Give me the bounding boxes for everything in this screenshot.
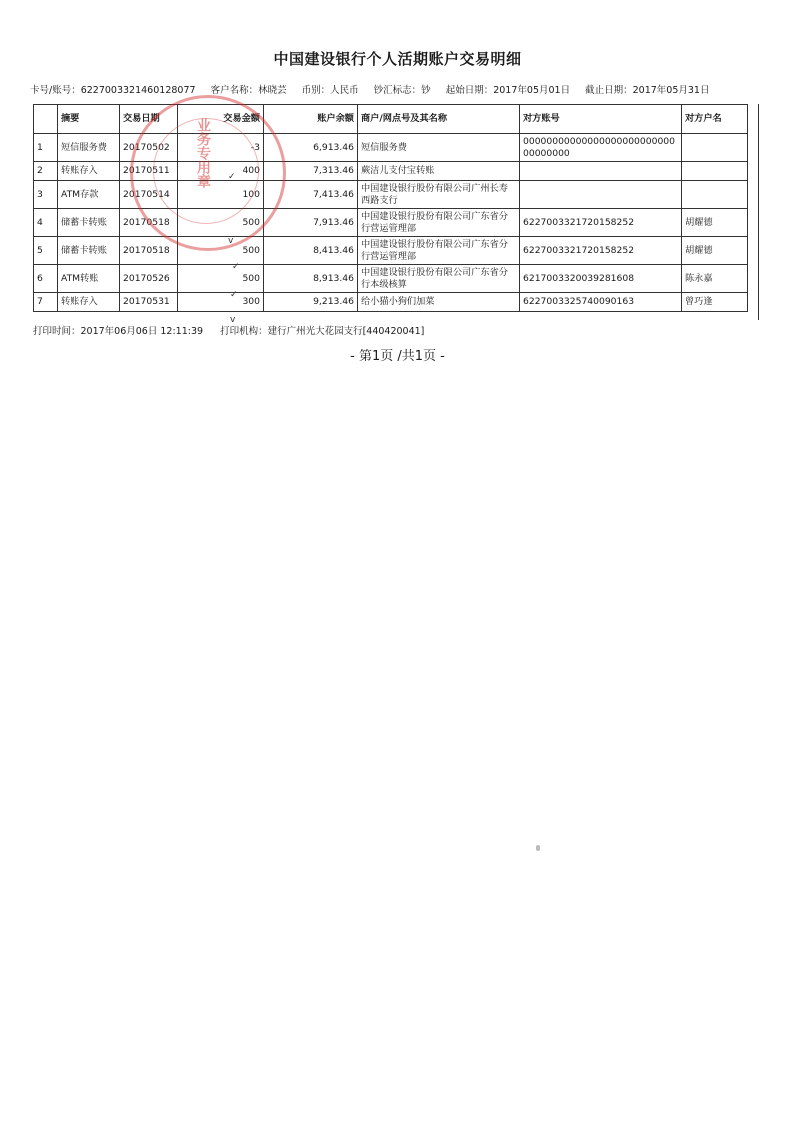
- row-summary: ATM转账: [58, 265, 120, 293]
- row-amount: -3: [178, 134, 264, 162]
- row-amount: 400: [178, 162, 264, 181]
- row-no: 5: [34, 237, 58, 265]
- row-cp-name: 胡耀德: [682, 237, 748, 265]
- row-date: 20170518: [120, 209, 178, 237]
- print-time: 打印时间：2017年06月06日 12:11:39: [33, 326, 204, 337]
- row-no: 3: [34, 181, 58, 209]
- row-balance: 8,913.46: [264, 265, 358, 293]
- row-merchant: 中国建设银行股份有限公司广东省分行本级核算: [358, 265, 520, 293]
- start-date: 起始日期：2017年05月01日: [445, 85, 571, 96]
- row-cp-name: [682, 181, 748, 209]
- row-cp-account: 6227003325740090163: [520, 293, 682, 312]
- row-merchant: 短信服务费: [358, 134, 520, 162]
- row-cp-account: 0000000000000000000000000000000000: [520, 134, 682, 162]
- row-no: 2: [34, 162, 58, 181]
- header-no: [34, 105, 58, 134]
- account-number: 卡号/账号：6227003321460128077: [30, 85, 196, 96]
- row-summary: ATM存款: [58, 181, 120, 209]
- table-row: [34, 134, 748, 162]
- row-merchant: 中国建设银行股份有限公司广州长寿西路支行: [358, 181, 520, 209]
- row-no: 6: [34, 265, 58, 293]
- row-merchant: 中国建设银行股份有限公司广东省分行营运管理部: [358, 237, 520, 265]
- row-cp-name: 胡耀德: [682, 209, 748, 237]
- row-date: 20170531: [120, 293, 178, 312]
- row-cp-account: [520, 181, 682, 209]
- check-mark-icon: v: [228, 236, 234, 246]
- table-row: [34, 237, 748, 265]
- account-info-line: [30, 82, 770, 96]
- table-row: [34, 265, 748, 293]
- row-cp-name: 陈永嘉: [682, 265, 748, 293]
- row-merchant: 蕨洁儿支付宝转账: [358, 162, 520, 181]
- row-cp-name: [682, 134, 748, 162]
- print-info: [33, 323, 438, 337]
- row-date: 20170514: [120, 181, 178, 209]
- transaction-table: [33, 104, 748, 312]
- table-row: [34, 162, 748, 181]
- header-date: 交易日期: [120, 105, 178, 134]
- currency: 币别：人民币: [301, 85, 359, 96]
- check-mark-icon: ✓: [228, 172, 236, 182]
- header-cp-account: 对方账号: [520, 105, 682, 134]
- row-balance: 6,913.46: [264, 134, 358, 162]
- document-title: 中国建设银行个人活期账户交易明细: [273, 50, 522, 68]
- row-amount: 100: [178, 181, 264, 209]
- row-date: 20170511: [120, 162, 178, 181]
- check-mark-icon: ✓: [230, 290, 238, 300]
- row-merchant: 中国建设银行股份有限公司广东省分行营运管理部: [358, 209, 520, 237]
- end-date: 截止日期：2017年05月31日: [585, 85, 710, 96]
- row-balance: 7,413.46: [264, 181, 358, 209]
- row-no: 1: [34, 134, 58, 162]
- header-balance: 账户余额: [264, 105, 358, 134]
- customer-name: 客户名称：林晓芸: [210, 85, 287, 96]
- row-amount: 500: [178, 209, 264, 237]
- row-amount: 500: [178, 237, 264, 265]
- table-row: [34, 293, 748, 312]
- row-summary: 短信服务费: [58, 134, 120, 162]
- row-cp-account: 6227003321720158252: [520, 209, 682, 237]
- row-date: 20170526: [120, 265, 178, 293]
- row-summary: 转账存入: [58, 293, 120, 312]
- row-date: 20170502: [120, 134, 178, 162]
- row-cp-account: 6227003321720158252: [520, 237, 682, 265]
- row-cp-account: [520, 162, 682, 181]
- header-merchant: 商户/网点号及其名称: [358, 105, 520, 134]
- row-summary: 储蓄卡转账: [58, 209, 120, 237]
- row-balance: 8,413.46: [264, 237, 358, 265]
- table-row: [34, 209, 748, 237]
- row-date: 20170518: [120, 237, 178, 265]
- row-no: 7: [34, 293, 58, 312]
- table-right-border: [758, 104, 759, 320]
- row-balance: 9,213.46: [264, 293, 358, 312]
- row-balance: 7,313.46: [264, 162, 358, 181]
- check-mark-icon: ✓: [232, 262, 240, 272]
- row-summary: 储蓄卡转账: [58, 237, 120, 265]
- row-summary: 转账存入: [58, 162, 120, 181]
- row-merchant: 给小猫小狗们加菜: [358, 293, 520, 312]
- row-cp-name: 曾巧逢: [682, 293, 748, 312]
- cash-flag: 钞汇标志：钞: [373, 85, 431, 96]
- header-cp-name: 对方户名: [682, 105, 748, 134]
- check-mark-icon: v: [230, 315, 236, 325]
- table-header-row: [34, 105, 748, 134]
- row-balance: 7,913.46: [264, 209, 358, 237]
- table-row: [34, 181, 748, 209]
- print-organization: 打印机构：建行广州光大花园支行[440420041]: [220, 326, 425, 337]
- header-amount: 交易金额: [178, 105, 264, 134]
- row-cp-name: [682, 162, 748, 181]
- seal-text: 业务专用章: [195, 118, 211, 188]
- row-amount: 300: [178, 293, 264, 312]
- row-amount: 500: [178, 265, 264, 293]
- row-no: 4: [34, 209, 58, 237]
- header-summary: 摘要: [58, 105, 120, 134]
- scan-speck: [536, 845, 540, 851]
- page-indicator: - 第1页 /共1页 -: [350, 349, 445, 364]
- row-cp-account: 6217003320039281608: [520, 265, 682, 293]
